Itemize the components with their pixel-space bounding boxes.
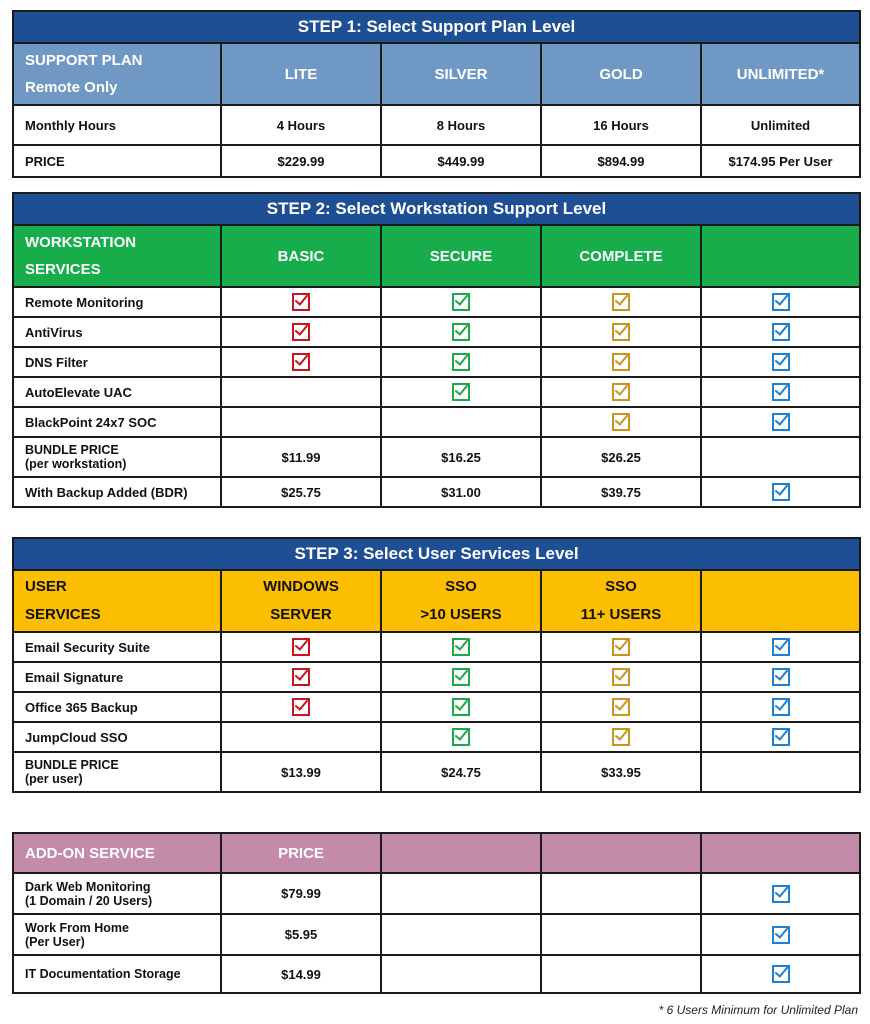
feature-check-cell	[221, 377, 381, 407]
feature-check-cell	[221, 407, 381, 437]
bundle-price	[701, 437, 860, 477]
cell-value: 8 Hours	[381, 105, 541, 145]
feature-label: JumpCloud SSO	[13, 722, 221, 752]
cell-value: 4 Hours	[221, 105, 381, 145]
checkbox-checked-icon	[772, 293, 790, 311]
checkbox-checked-icon	[612, 293, 630, 311]
feature-check-cell	[701, 347, 860, 377]
checkbox-checked-icon	[452, 353, 470, 371]
checkbox-checked-icon	[292, 293, 310, 311]
checkbox-checked-icon	[612, 638, 630, 656]
addon-empty-cell	[381, 955, 541, 993]
checkbox-checked-icon	[612, 413, 630, 431]
checkbox-checked-icon	[772, 728, 790, 746]
tier-complete-header: COMPLETE	[541, 225, 701, 287]
checkbox-checked-icon	[772, 638, 790, 656]
feature-row	[13, 347, 860, 377]
addon-empty-cell	[541, 955, 701, 993]
feature-check-cell	[381, 377, 541, 407]
feature-check-cell	[221, 287, 381, 317]
checkbox-checked-icon	[292, 638, 310, 656]
feature-check-cell	[541, 692, 701, 722]
checkbox-checked-icon	[292, 353, 310, 371]
feature-check-cell	[701, 632, 860, 662]
step2-title: STEP 2: Select Workstation Support Level	[13, 193, 860, 225]
feature-row	[13, 662, 860, 692]
feature-check-cell	[701, 722, 860, 752]
feature-label: Email Security Suite	[13, 632, 221, 662]
addon-empty-header	[541, 833, 701, 873]
plan-unlimited-header: UNLIMITED*	[701, 43, 860, 105]
tier-sso-10-header: SSO >10 USERS	[381, 570, 541, 632]
cell-value: $449.99	[381, 145, 541, 177]
feature-check-cell	[381, 347, 541, 377]
feature-check-cell	[381, 662, 541, 692]
feature-check-cell	[541, 377, 701, 407]
feature-check-cell	[541, 407, 701, 437]
checkbox-checked-icon	[612, 668, 630, 686]
addon-empty-cell	[541, 873, 701, 914]
feature-label: AntiVirus	[13, 317, 221, 347]
tier-secure-header: SECURE	[381, 225, 541, 287]
feature-label: Office 365 Backup	[13, 692, 221, 722]
backup-check-cell	[701, 477, 860, 507]
tier-unlimited-header	[701, 225, 860, 287]
feature-check-cell	[381, 287, 541, 317]
backup-price: $25.75	[221, 477, 381, 507]
addon-row	[13, 955, 860, 993]
addon-service-label: Work From Home (Per User)	[13, 914, 221, 955]
feature-label: AutoElevate UAC	[13, 377, 221, 407]
addon-row	[13, 873, 860, 914]
addon-empty-cell	[541, 914, 701, 955]
checkbox-checked-icon	[612, 323, 630, 341]
feature-row	[13, 377, 860, 407]
feature-check-cell	[541, 317, 701, 347]
feature-check-cell	[701, 377, 860, 407]
checkbox-checked-icon	[292, 323, 310, 341]
tier-sso-11-header: SSO 11+ USERS	[541, 570, 701, 632]
cell-value: 16 Hours	[541, 105, 701, 145]
addon-empty-header	[381, 833, 541, 873]
checkbox-checked-icon	[772, 323, 790, 341]
plan-silver-header: SILVER	[381, 43, 541, 105]
feature-check-cell	[701, 692, 860, 722]
step1-table	[12, 10, 861, 178]
feature-check-cell	[381, 407, 541, 437]
checkbox-checked-icon	[292, 668, 310, 686]
addon-price: $14.99	[221, 955, 381, 993]
tier-unlimited-header	[701, 570, 860, 632]
footnote: * 6 Users Minimum for Unlimited Plan	[658, 1003, 858, 1017]
bundle-price: $13.99	[221, 752, 381, 792]
feature-check-cell	[541, 662, 701, 692]
tier-windows-server-header: WINDOWS SERVER	[221, 570, 381, 632]
row-label: Monthly Hours	[13, 105, 221, 145]
checkbox-checked-icon	[612, 728, 630, 746]
addon-service-label: IT Documentation Storage	[13, 955, 221, 993]
feature-check-cell	[381, 317, 541, 347]
checkbox-checked-icon	[452, 383, 470, 401]
checkbox-checked-icon	[772, 353, 790, 371]
feature-check-cell	[221, 317, 381, 347]
cell-value: Unlimited	[701, 105, 860, 145]
feature-row	[13, 722, 860, 752]
workstation-services-header: WORKSTATION SERVICES	[13, 225, 221, 287]
feature-check-cell	[541, 632, 701, 662]
addon-check-cell	[701, 873, 860, 914]
addon-service-header: ADD-ON SERVICE	[13, 833, 221, 873]
feature-check-cell	[221, 692, 381, 722]
addon-empty-cell	[381, 914, 541, 955]
checkbox-checked-icon	[452, 293, 470, 311]
checkbox-checked-icon	[452, 668, 470, 686]
checkbox-checked-icon	[612, 698, 630, 716]
checkbox-checked-icon	[612, 383, 630, 401]
cell-value: $174.95 Per User	[701, 145, 860, 177]
feature-check-cell	[381, 632, 541, 662]
checkbox-checked-icon	[772, 668, 790, 686]
bundle-price: $26.25	[541, 437, 701, 477]
step3-table	[12, 537, 861, 793]
feature-row	[13, 317, 860, 347]
addon-table	[12, 832, 861, 994]
checkbox-checked-icon	[612, 353, 630, 371]
support-plan-header: SUPPORT PLAN Remote Only	[13, 43, 221, 105]
bundle-price-label: BUNDLE PRICE (per workstation)	[13, 437, 221, 477]
bundle-price: $33.95	[541, 752, 701, 792]
checkbox-checked-icon	[452, 638, 470, 656]
checkbox-checked-icon	[772, 885, 790, 903]
checkbox-checked-icon	[452, 323, 470, 341]
addon-price: $79.99	[221, 873, 381, 914]
feature-label: DNS Filter	[13, 347, 221, 377]
feature-row	[13, 632, 860, 662]
checkbox-checked-icon	[772, 698, 790, 716]
feature-check-cell	[701, 317, 860, 347]
backup-price: $31.00	[381, 477, 541, 507]
checkbox-checked-icon	[292, 698, 310, 716]
checkbox-checked-icon	[452, 728, 470, 746]
feature-check-cell	[381, 722, 541, 752]
feature-row	[13, 692, 860, 722]
feature-check-cell	[221, 722, 381, 752]
checkbox-checked-icon	[772, 483, 790, 501]
feature-check-cell	[381, 692, 541, 722]
feature-label: Remote Monitoring	[13, 287, 221, 317]
feature-check-cell	[221, 347, 381, 377]
feature-check-cell	[701, 662, 860, 692]
checkbox-checked-icon	[772, 965, 790, 983]
step1-title: STEP 1: Select Support Plan Level	[13, 11, 860, 43]
addon-check-cell	[701, 914, 860, 955]
row-label: PRICE	[13, 145, 221, 177]
step3-title: STEP 3: Select User Services Level	[13, 538, 860, 570]
feature-check-cell	[221, 632, 381, 662]
feature-row	[13, 407, 860, 437]
checkbox-checked-icon	[452, 698, 470, 716]
step2-table	[12, 192, 861, 508]
addon-price-header: PRICE	[221, 833, 381, 873]
addon-price: $5.95	[221, 914, 381, 955]
plan-lite-header: LITE	[221, 43, 381, 105]
feature-check-cell	[701, 407, 860, 437]
checkbox-checked-icon	[772, 383, 790, 401]
feature-label: Email Signature	[13, 662, 221, 692]
cell-value: $894.99	[541, 145, 701, 177]
checkbox-checked-icon	[772, 413, 790, 431]
backup-label: With Backup Added (BDR)	[13, 477, 221, 507]
checkbox-checked-icon	[772, 926, 790, 944]
feature-row	[13, 287, 860, 317]
bundle-price: $16.25	[381, 437, 541, 477]
backup-price: $39.75	[541, 477, 701, 507]
feature-label: BlackPoint 24x7 SOC	[13, 407, 221, 437]
cell-value: $229.99	[221, 145, 381, 177]
bundle-price: $11.99	[221, 437, 381, 477]
feature-check-cell	[701, 287, 860, 317]
feature-check-cell	[541, 722, 701, 752]
addon-service-label: Dark Web Monitoring (1 Domain / 20 Users)	[13, 873, 221, 914]
feature-check-cell	[541, 287, 701, 317]
bundle-price: $24.75	[381, 752, 541, 792]
addon-empty-header	[701, 833, 860, 873]
addon-empty-cell	[381, 873, 541, 914]
user-services-header: USER SERVICES	[13, 570, 221, 632]
addon-row	[13, 914, 860, 955]
bundle-price	[701, 752, 860, 792]
plan-gold-header: GOLD	[541, 43, 701, 105]
addon-check-cell	[701, 955, 860, 993]
feature-check-cell	[221, 662, 381, 692]
tier-basic-header: BASIC	[221, 225, 381, 287]
bundle-price-label: BUNDLE PRICE (per user)	[13, 752, 221, 792]
feature-check-cell	[541, 347, 701, 377]
